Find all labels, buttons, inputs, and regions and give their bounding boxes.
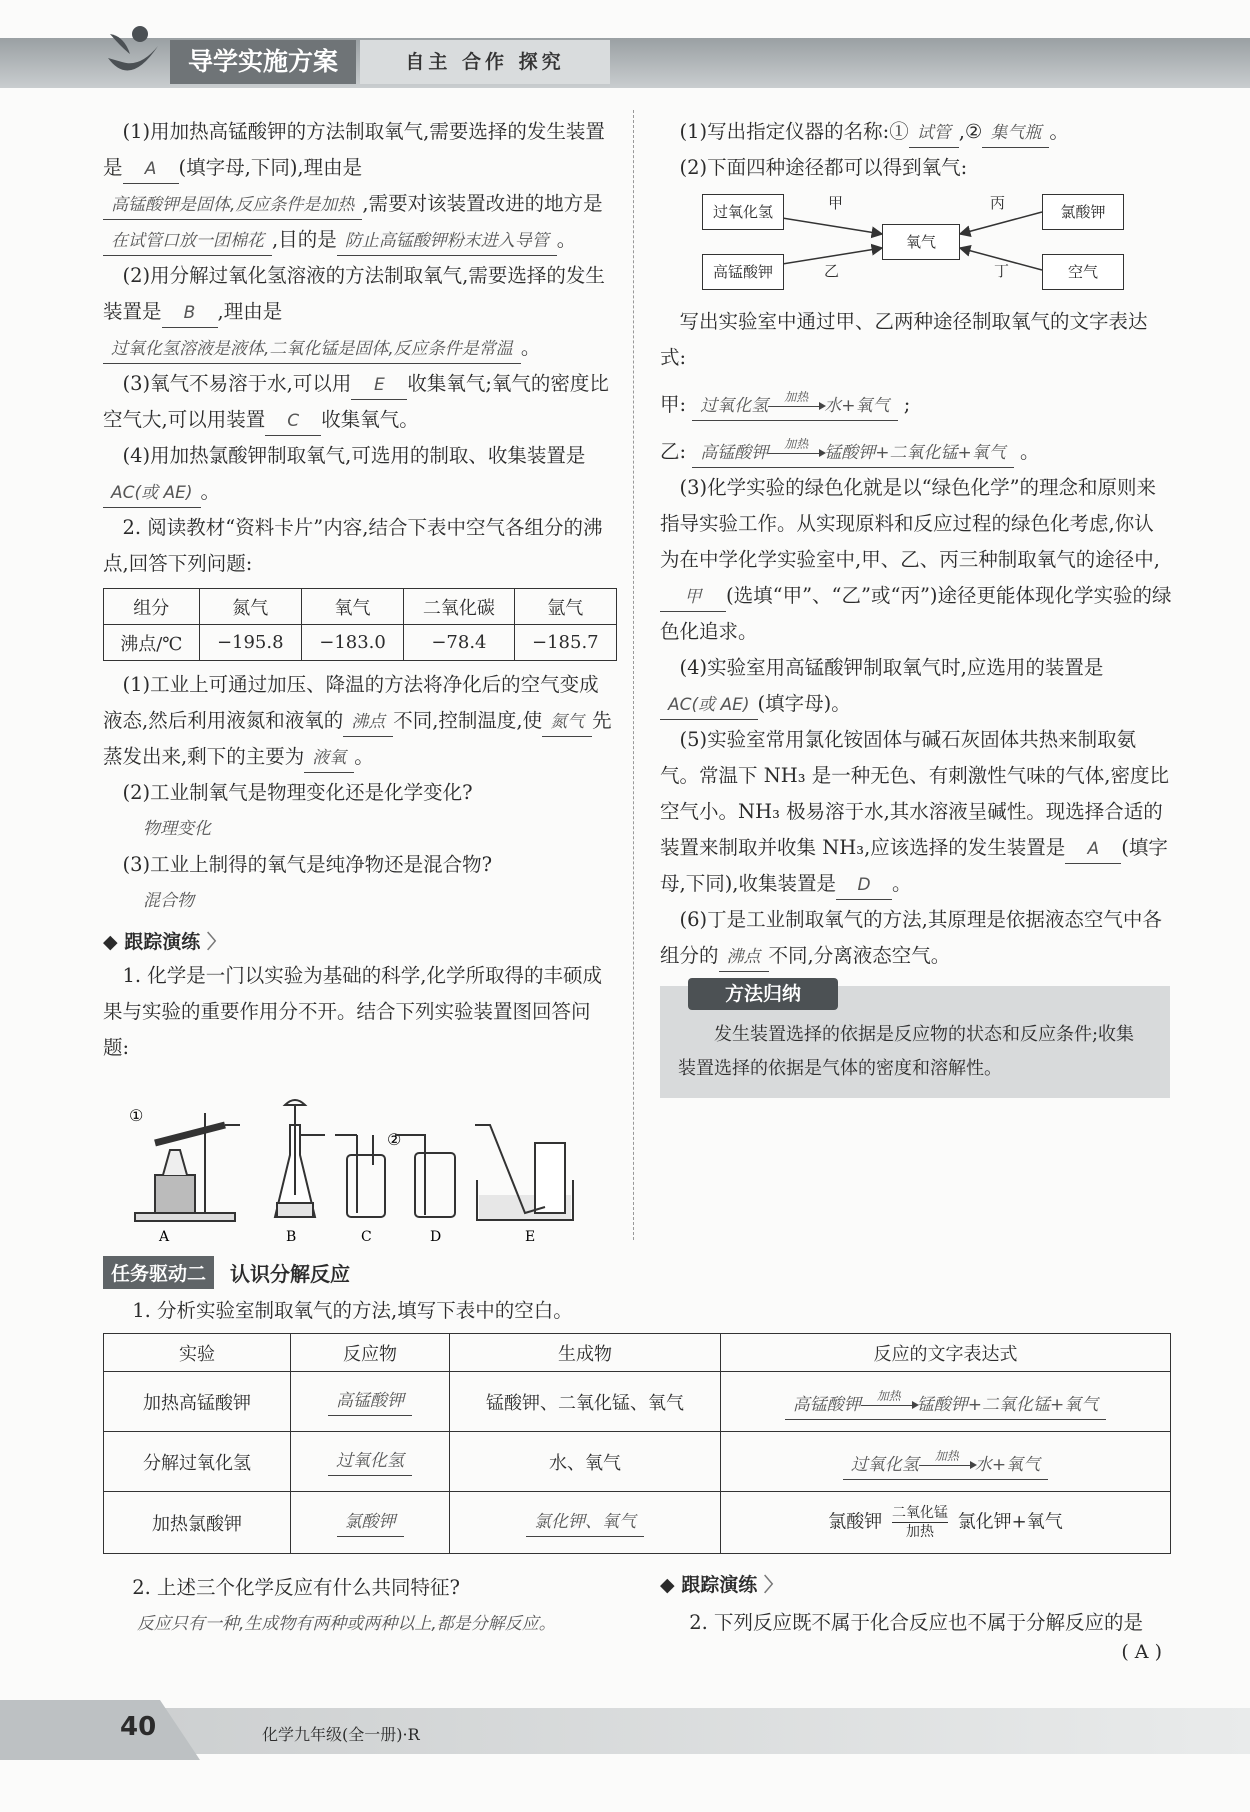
route-yi: 乙	[824, 262, 840, 280]
right-question-5: (5)实验室常用氯化铵固体与碱石灰固体共热来制取氨气。常温下 NH₃ 是一种无色、有刺激性气味的气体,密度比空气小。NH₃ 极易溶于水,其水溶液呈碱性。现选择合适的装置来制取并收集 NH₃,应该选择的发生装置是 A (填字母,下同),收集装置是 D 。	[660, 722, 1172, 902]
footer	[0, 1700, 1250, 1770]
right-question-3: (3)化学实验的绿色化就是以“绿色化学”的理念和原则来指导实验工作。从实现原料和反应过程的绿色化考虑,你认为在中学化学实验室中,甲、乙、丙三种制取氧气的途径中,甲 (选填“甲”、“乙”或“丙”)途径更能体现化学实验的绿色化追求。	[660, 476, 1172, 643]
right-question-2-text: 写出实验室中通过甲、乙两种途径制取氧气的文字表达式:	[660, 310, 1148, 369]
table-cell: 氧气	[301, 589, 403, 625]
table-cell: 沸点/℃	[104, 625, 200, 661]
apparatus-b	[275, 1100, 325, 1217]
apparatus-d	[395, 1135, 455, 1217]
table-cell: 分解过氧化氢	[104, 1432, 291, 1492]
apparatus-figure	[125, 1095, 605, 1245]
route-bing: 丙	[990, 194, 1006, 212]
answer-2-3: 混合物	[143, 891, 194, 911]
mark-1: ①	[129, 1106, 144, 1125]
table-header: 反应的文字表达式	[721, 1334, 1171, 1372]
method-summary-label: 方法归纳	[688, 978, 838, 1010]
question-1-2: (2)用分解过氧化氢溶液的方法制取氧气,需要选择的发生装置是 B ,理由是过氧化氢溶液是液体,二氧化锰是固体,反应条件是常温 。	[103, 258, 615, 366]
box-potassium-chlorate: 氯酸钾	[1042, 194, 1124, 230]
question-2-1: (1)工业上可通过加压、降温的方法将净化后的空气变成液态,然后利用液氮和液氧的 沸点 不同,控制温度,使 氮气 先蒸发出来,剩下的主要为 液氧 。	[103, 667, 615, 775]
table-cell: 锰酸钾、二氧化锰、氧气	[450, 1372, 721, 1432]
diamond-icon: ◆	[660, 1574, 675, 1596]
task2-tag: 任务驱动二	[103, 1256, 214, 1289]
box-hydrogen-peroxide: 过氧化氢	[702, 194, 784, 230]
table-header: 生成物	[450, 1334, 721, 1372]
right-question-4: (4)实验室用高锰酸钾制取氧气时,应选用的装置是AC(或 AE) (填字母)。	[660, 650, 1172, 722]
table-header-row	[104, 589, 617, 625]
route-jia: 甲	[828, 194, 844, 212]
table-cell: 加热氯酸钾	[104, 1492, 291, 1554]
table-cell: 氯化钾、氧气	[450, 1492, 721, 1554]
page-number: 40	[120, 1712, 157, 1742]
table-cell: 氮气	[199, 589, 301, 625]
task2-section	[103, 1256, 1173, 1554]
column-divider	[633, 110, 634, 1240]
diamond-icon: ◆	[103, 931, 118, 953]
right-column	[660, 114, 1172, 1098]
question-2-2: (2)工业制氧气是物理变化还是化学变化?	[122, 781, 473, 804]
task2-question-1: 1. 分析实验室制取氧气的方法,填写下表中的空白。	[132, 1299, 573, 1322]
label-b: B	[286, 1229, 297, 1245]
table-cell: −183.0	[301, 625, 403, 661]
question-1-4: (4)用加热氯酸钾制取氧气,可选用的制取、收集装置是AC(或 AE) 。	[103, 438, 615, 510]
right-question-6: (6)丁是工业制取氧气的方法,其原理是依据液态空气中各组分的 沸点 不同,分离液态空气。	[660, 902, 1172, 974]
table-cell: 二氧化碳	[404, 589, 514, 625]
task2-heading	[103, 1256, 1173, 1289]
table-header: 实验	[104, 1334, 291, 1372]
right-question-2: (2)下面四种途径都可以得到氧气:	[679, 156, 968, 179]
practice-2-answer: ( A )	[1121, 1641, 1162, 1663]
apparatus-e	[475, 1125, 573, 1220]
table-cell: 组分	[104, 589, 200, 625]
table-cell: 过氧化氢	[291, 1432, 450, 1492]
label-d: D	[430, 1229, 442, 1245]
header-title: 导学实施方案	[170, 40, 356, 84]
table-cell: −195.8	[199, 625, 301, 661]
practice-heading-2: ◆ 跟踪演练 〉	[660, 1574, 783, 1596]
equation-jia: 甲: 过氧化氢 加热 水+氧气 ;	[660, 384, 1172, 423]
method-summary-text: 发生装置选择的依据是反应物的状态和反应条件;收集装置选择的依据是气体的密度和溶解性。	[678, 1024, 1135, 1079]
table-row	[104, 1432, 1171, 1492]
book-title: 化学九年级(全一册)·R	[262, 1725, 420, 1744]
task2-answer-2: 反应只有一种,生成物有两种或两种以上,都是分解反应。	[137, 1614, 556, 1634]
question-2-intro: 2. 阅读教材“资料卡片”内容,结合下表中空气各组分的沸点,回答下列问题:	[103, 516, 603, 575]
header-subtitle: 自主 合作 探究	[360, 40, 610, 84]
table-cell: 氯酸钾 二氧化锰 加热 氯化钾+氧气	[721, 1492, 1171, 1554]
boiling-point-table	[103, 588, 617, 661]
task2-title: 认识分解反应	[230, 1262, 351, 1286]
practice-heading: ◆ 跟踪演练 〉	[103, 931, 226, 953]
route-ding: 丁	[994, 262, 1010, 280]
apparatus-c	[335, 1135, 385, 1217]
table-cell: 加热高锰酸钾	[104, 1372, 291, 1432]
apparatus-a	[135, 1113, 240, 1221]
mark-2: ②	[387, 1130, 402, 1149]
box-air: 空气	[1042, 254, 1124, 290]
practice-2-block	[660, 1570, 1172, 1663]
left-column	[103, 114, 615, 1066]
table-header: 反应物	[291, 1334, 450, 1372]
table-header-row	[104, 1334, 1171, 1372]
header-banner	[0, 0, 1250, 88]
table-cell: 高锰酸钾 加热 锰酸钾+二氧化锰+氧气	[721, 1372, 1171, 1432]
label-e: E	[525, 1229, 536, 1245]
box-oxygen: 氧气	[882, 224, 960, 260]
table-cell: 过氧化氢 加热 水+氧气	[721, 1432, 1171, 1492]
answer-2-2: 物理变化	[143, 819, 211, 839]
table-cell: 氯酸钾	[291, 1492, 450, 1554]
label-c: C	[361, 1229, 372, 1245]
oxygen-routes-diagram	[660, 190, 1172, 300]
table-cell: 水、氧气	[450, 1432, 721, 1492]
question-1-1: (1)用加热高锰酸钾的方法制取氧气,需要选择的发生装置是 A (填字母,下同),理由是高锰酸钾是固体,反应条件是加热 ,需要对该装置改进的地方是在试管口放一团棉花 ,目的是 防止高锰酸钾粉末进入导管 。	[103, 114, 615, 258]
practice-1-text: 1. 化学是一门以实验为基础的科学,化学所取得的丰硕成果与实验的重要作用分不开。结合下列实验装置图回答问题:	[103, 964, 603, 1059]
question-1-3: (3)氧气不易溶于水,可以用 E 收集氧气;氧气的密度比空气大,可以用装置 C 收集氧气。	[103, 366, 615, 438]
logo-icon	[100, 18, 170, 84]
label-a: A	[159, 1229, 170, 1245]
task2-question-2: 2. 上述三个化学反应有什么共同特征?	[132, 1576, 461, 1599]
table-cell: 氩气	[514, 589, 616, 625]
practice-2-text: 2. 下列反应既不属于化合反应也不属于分解反应的是	[689, 1611, 1144, 1634]
table-cell: −78.4	[404, 625, 514, 661]
task2-question-2-block	[103, 1570, 623, 1642]
method-summary-box	[660, 983, 1170, 1098]
box-potassium-permanganate: 高锰酸钾	[702, 254, 784, 290]
right-question-1: (1)写出指定仪器的名称:① 试管 ,② 集气瓶 。	[660, 114, 1172, 150]
equation-yi: 乙: 高锰酸钾 加热 锰酸钾+二氧化锰+氧气 。	[660, 431, 1172, 470]
table-row	[104, 625, 617, 661]
question-2-3: (3)工业上制得的氧气是纯净物还是混合物?	[122, 853, 493, 876]
table-row	[104, 1372, 1171, 1432]
table-cell: −185.7	[514, 625, 616, 661]
table-cell: 高锰酸钾	[291, 1372, 450, 1432]
table-row	[104, 1492, 1171, 1554]
reaction-table	[103, 1333, 1171, 1554]
